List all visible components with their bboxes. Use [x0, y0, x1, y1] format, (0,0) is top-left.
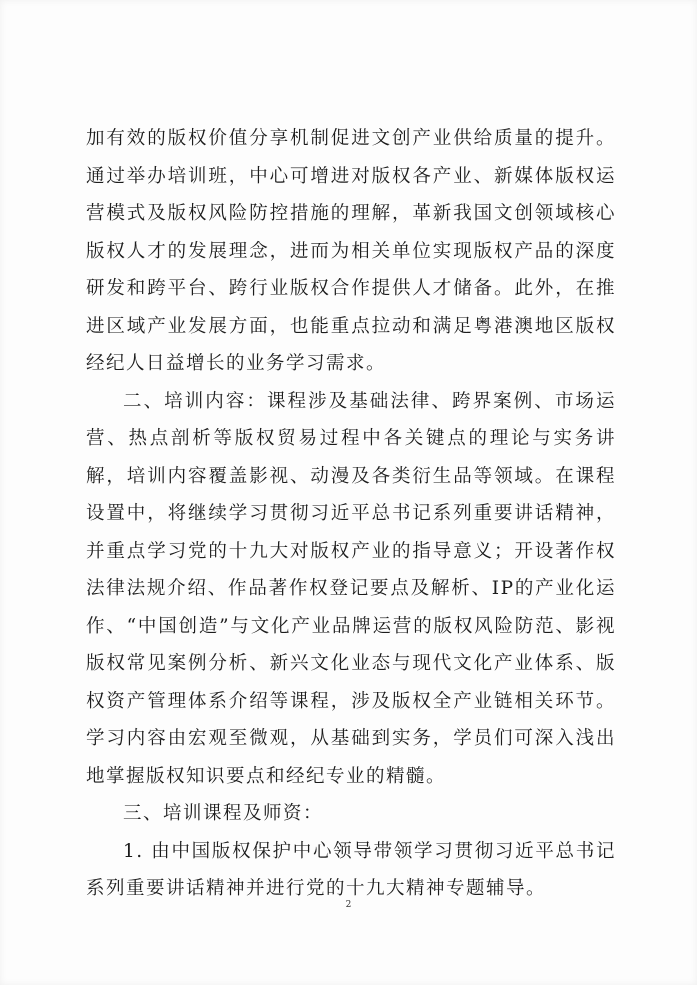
document-body	[86, 120, 616, 908]
page-number: 2	[345, 900, 352, 910]
list-item-course-1: 1. 由中国版权保护中心领导带领学习贯彻习近平总书记系列重要讲话精神并进行党的十九大精神专题辅导。	[86, 840, 616, 899]
paragraph-training-content: 二、培训内容：课程涉及基础法律、跨界案例、市场运营、热点剖析等版权贸易过程中各关键点的理论与实务讲解，培训内容覆盖影视、动漫及各类衍生品等领域。在课程设置中，将继续学习贯彻习近平总书记系列重要讲话精神，并重点学习党的十九大对版权产业的指导意义；开设著作权法律法规介绍、作品著作权登记要点及解析、IP的产业化运作、“中国创造”与文化产业品牌运营的版权风险防范、影视版权常见案例分析、新兴文化业态与现代文化产业体系、版权资产管理体系介绍等课程，涉及版权全产业链相关环节。学习内容由宏观至微观，从基础到实务，学员们可深入浅出地掌握版权知识要点和经纪专业的精髓。	[86, 390, 616, 787]
paragraph-talent-development: 加有效的版权价值分享机制促进文创产业供给质量的提升。通过举办培训班，中心可增进对版权各产业、新媒体版权运营模式及版权风险防控措施的理解，革新我国文创领域核心版权人才的发展理念，进而为相关单位实现版权产品的深度研发和跨平台、跨行业版权合作提供人才储备。此外，在推进区域产业发展方面，也能重点拉动和满足粤港澳地区版权经纪人日益增长的业务学习需求。	[86, 128, 616, 374]
section-heading-courses-and-faculty: 三、培训课程及师资：	[123, 803, 324, 824]
